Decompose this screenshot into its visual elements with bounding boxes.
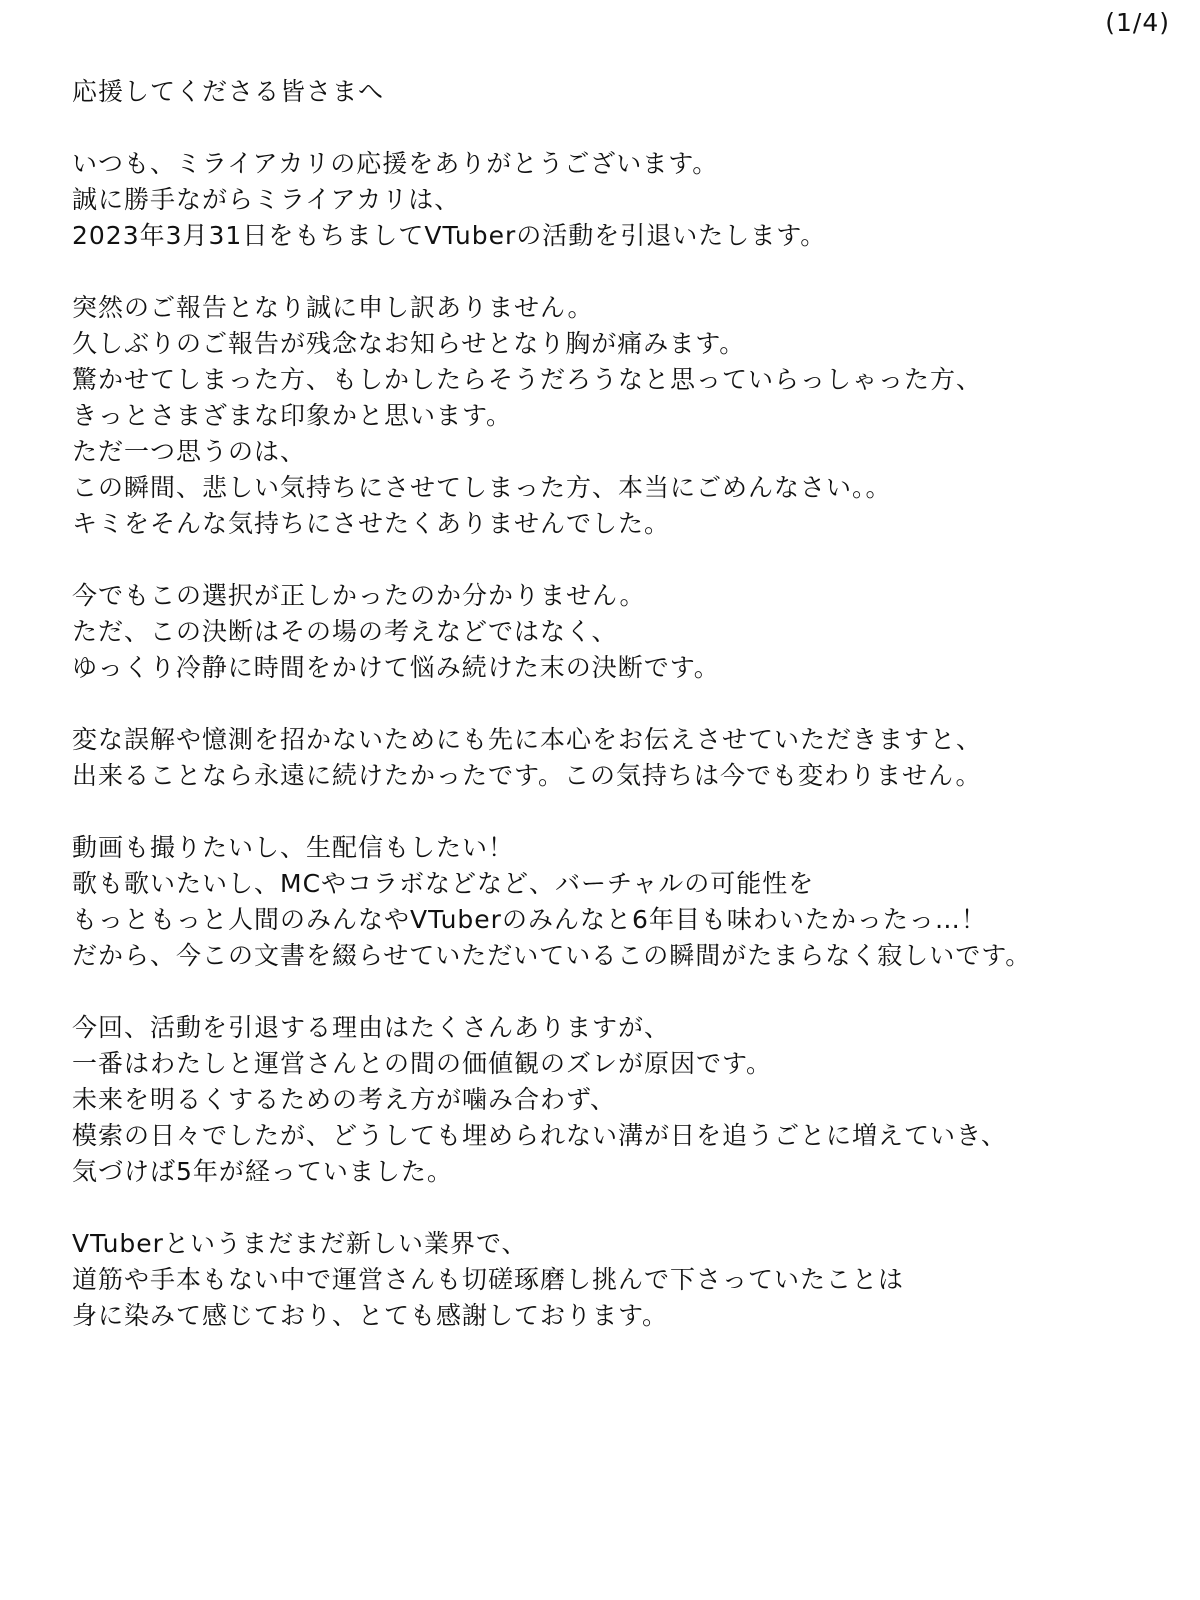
text-line: ただ、この決断はその場の考えなどではなく、 bbox=[72, 617, 618, 646]
paragraph bbox=[72, 578, 1172, 686]
text-line: ゆっくり冷静に時間をかけて悩み続けた末の決断です。 bbox=[72, 653, 720, 682]
paragraph bbox=[72, 146, 1172, 254]
page-number: (1/4) bbox=[1105, 8, 1170, 37]
letter-paragraphs bbox=[72, 146, 1172, 1334]
text-line: 今回、活動を引退する理由はたくさんありますが、 bbox=[72, 1013, 671, 1042]
text-line: いつも、ミライアカリの応援をありがとうございます。 bbox=[72, 149, 719, 178]
greeting-paragraph bbox=[72, 74, 1172, 110]
text-line: 一番はわたしと運営さんとの間の価値観のズレが原因です。 bbox=[72, 1049, 773, 1078]
greeting-line: 応援してくださる皆さまへ bbox=[72, 77, 385, 106]
paragraph bbox=[72, 290, 1172, 542]
text-line: 未来を明るくするための考え方が噛み合わず、 bbox=[72, 1085, 617, 1114]
text-line: 気づけば5年が経っていました。 bbox=[72, 1157, 453, 1186]
text-line: 2023年3月31日をもちましてVTuberの活動を引退いたします。 bbox=[72, 221, 827, 250]
text-line: 出来ることなら永遠に続けたかったです。この気持ちは今でも変わりません。 bbox=[72, 761, 982, 790]
paragraph bbox=[72, 1010, 1172, 1190]
text-line: 歌も歌いたいし、MCやコラボなどなど、バーチャルの可能性を bbox=[72, 869, 815, 898]
text-line: キミをそんな気持ちにさせたくありませんでした。 bbox=[72, 509, 671, 538]
text-line: ただ一つ思うのは、 bbox=[72, 437, 307, 466]
letter-body bbox=[72, 74, 1172, 1334]
paragraph bbox=[72, 1226, 1172, 1334]
text-line: きっとさまざまな印象かと思います。 bbox=[72, 401, 513, 430]
text-line: 突然のご報告となり誠に申し訳ありません。 bbox=[72, 293, 594, 322]
text-line: 今でもこの選択が正しかったのか分かりません。 bbox=[72, 581, 646, 610]
text-line: だから、今この文書を綴らせていただいているこの瞬間がたまらなく寂しいです。 bbox=[72, 941, 1032, 970]
text-line: 久しぶりのご報告が残念なお知らせとなり胸が痛みます。 bbox=[72, 329, 746, 358]
text-line: 誠に勝手ながらミライアカリは、 bbox=[72, 185, 461, 214]
paragraph bbox=[72, 722, 1172, 794]
paragraph bbox=[72, 830, 1172, 974]
text-line: 道筋や手本もない中で運営さんも切磋琢磨し挑んで下さっていたことは bbox=[72, 1265, 905, 1294]
text-line: 変な誤解や憶測を招かないためにも先に本心をお伝えさせていただきますと、 bbox=[72, 725, 983, 754]
text-line: VTuberというまだまだ新しい業界で、 bbox=[72, 1229, 528, 1258]
text-line: 模索の日々でしたが、どうしても埋められない溝が日を追うごとに増えていき、 bbox=[72, 1121, 1008, 1150]
text-line: 動画も撮りたいし、生配信もしたい！ bbox=[72, 833, 515, 862]
text-line: この瞬間、悲しい気持ちにさせてしまった方、本当にごめんなさい。。 bbox=[72, 473, 892, 502]
text-line: 身に染みて感じており、とても感謝しております。 bbox=[72, 1301, 669, 1330]
text-line: もっともっと人間のみんなやVTuberのみんなと6年目も味わいたかったっ…！ bbox=[72, 905, 987, 934]
text-line: 驚かせてしまった方、もしかしたらそうだろうなと思っていらっしゃった方、 bbox=[72, 365, 983, 394]
